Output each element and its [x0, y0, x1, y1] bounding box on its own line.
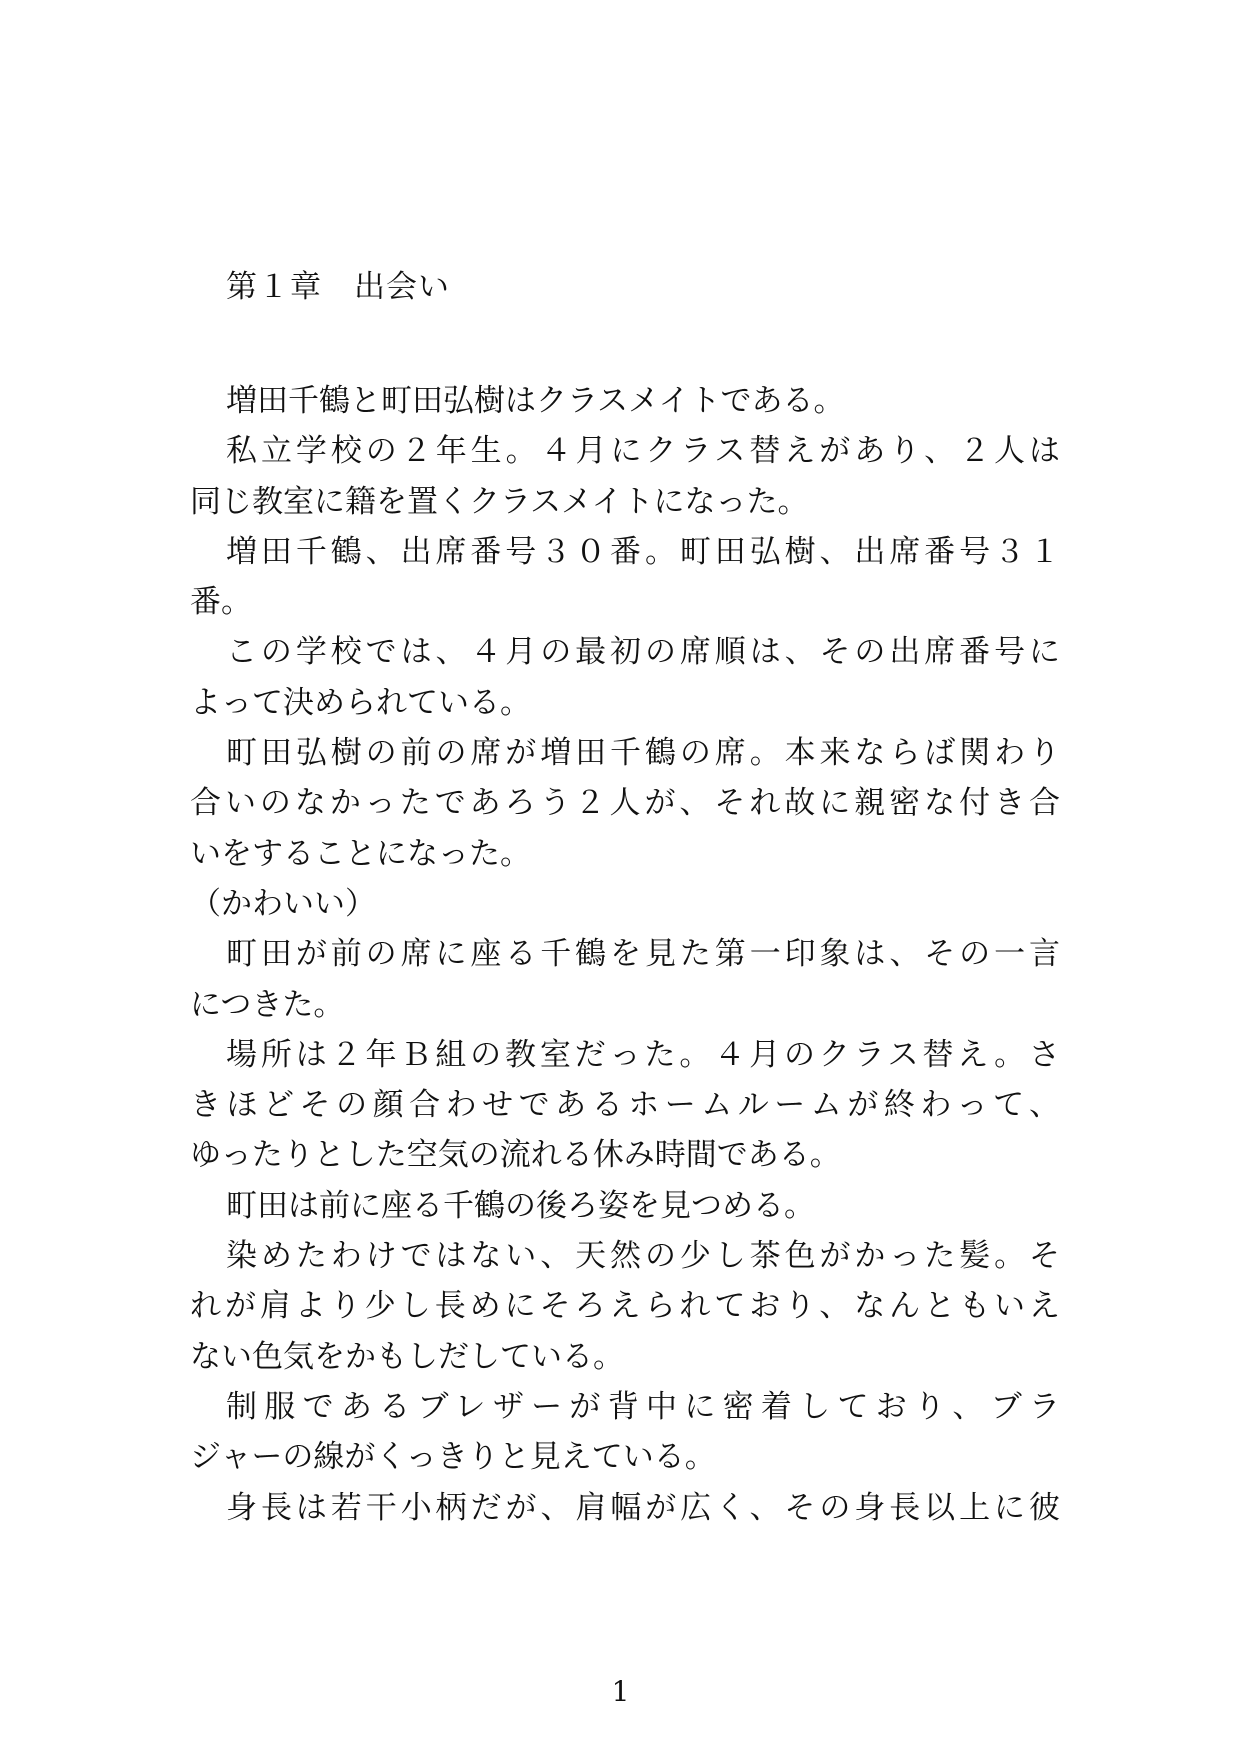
- text-line: 私立学校の２年生。４月にクラス替えがあり、２人は: [226, 433, 1060, 470]
- text-line: 町田弘樹の前の席が増田千鶴の席。本来ならば関わり: [226, 735, 1060, 772]
- text-line: れが肩より少し長めにそろえられており、なんともいえ: [190, 1288, 1060, 1325]
- page-number: 1: [611, 1675, 630, 1708]
- text-line: 制服であるブレザーが背中に密着しており、ブラ: [226, 1388, 1060, 1425]
- text-line: 町田は前に座る千鶴の後ろ姿を見つめる。: [226, 1187, 815, 1224]
- text-line: この学校では、４月の最初の席順は、その出席番号に: [226, 634, 1060, 671]
- text-line: （かわいい）: [190, 885, 376, 922]
- body-text: [190, 376, 1060, 1533]
- text-line: 染めたわけではない、天然の少し茶色がかった髪。そ: [226, 1238, 1060, 1275]
- text-line: 増田千鶴、出席番号３０番。町田弘樹、出席番号３１: [226, 533, 1060, 570]
- text-line: 町田が前の席に座る千鶴を見た第一印象は、その一言: [226, 936, 1060, 973]
- text-line: 場所は２年Ｂ組の教室だった。４月のクラス替え。さ: [226, 1036, 1060, 1073]
- text-line: 番。: [190, 584, 252, 621]
- text-line: ジャーの線がくっきりと見えている。: [190, 1439, 716, 1476]
- text-line: 合いのなかったであろう２人が、それ故に親密な付き合: [190, 785, 1060, 822]
- text-line: 身長は若干小柄だが、肩幅が広く、その身長以上に彼: [226, 1489, 1060, 1526]
- text-line: ない色気をかもしだしている。: [190, 1338, 624, 1375]
- text-line: 増田千鶴と町田弘樹はクラスメイトである。: [226, 383, 845, 419]
- text-line: につきた。: [190, 986, 345, 1023]
- text-line: きほどその顔合わせであるホームルームが終わって、: [190, 1087, 1060, 1124]
- text-line: 同じ教室に籍を置くクラスメイトになった。: [190, 483, 809, 520]
- text-line: いをすることになった。: [190, 835, 531, 872]
- text-line: ゆったりとした空気の流れる休み時間である。: [190, 1137, 841, 1174]
- text-line: よって決められている。: [190, 684, 531, 721]
- chapter-title: 第１章 出会い: [226, 269, 450, 305]
